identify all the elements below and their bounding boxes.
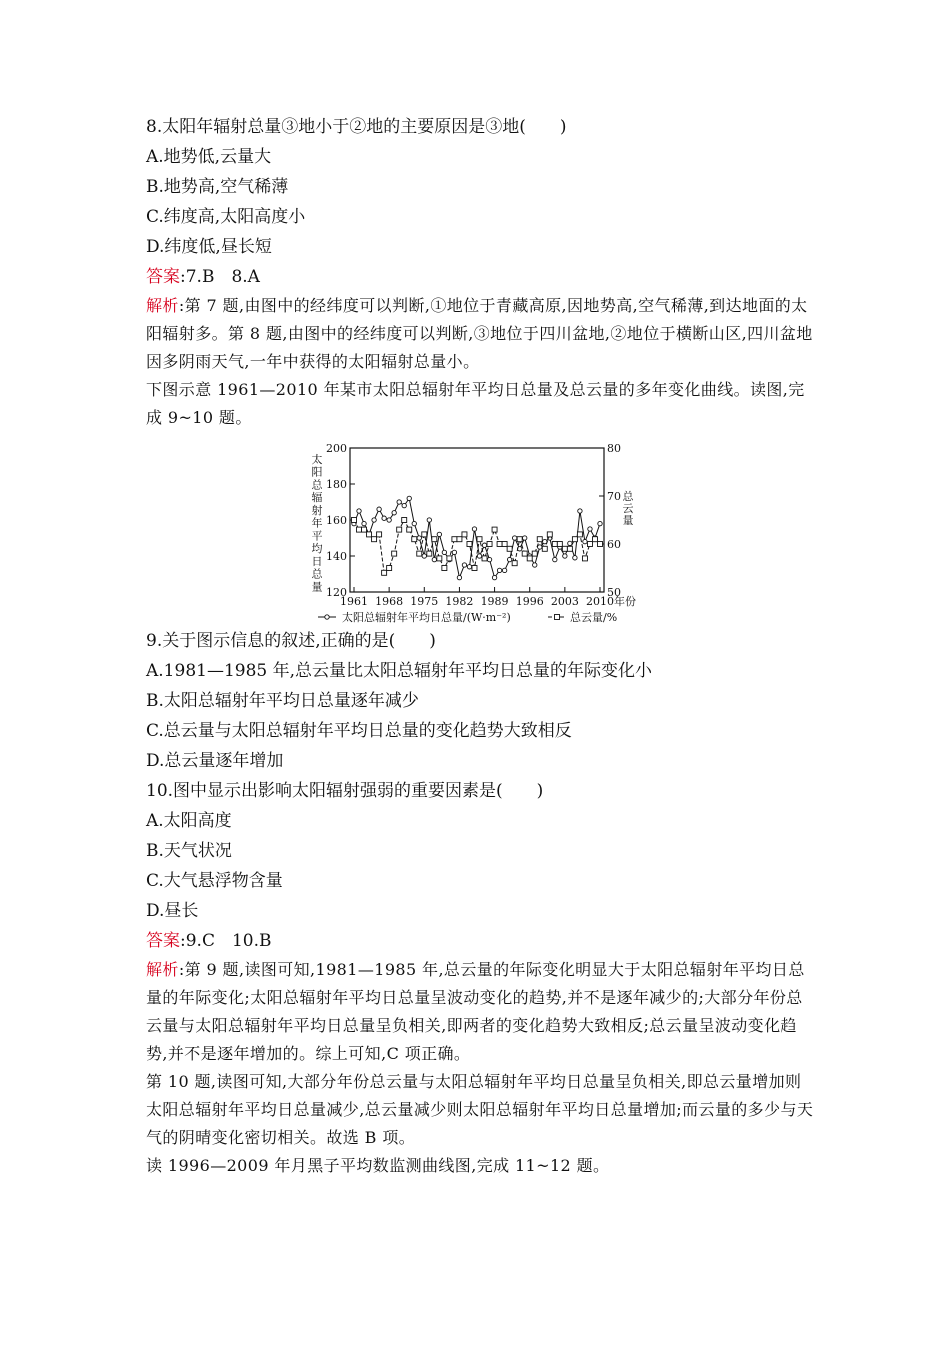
cloud-point — [437, 556, 442, 561]
question-9-option-c: C.总云量与太阳总辐射年平均日总量的变化趋势大致相反 — [146, 721, 572, 741]
radiation-point — [487, 557, 491, 561]
cloud-point — [442, 566, 447, 571]
radiation-point — [533, 563, 537, 567]
cloud-point — [582, 556, 587, 561]
legend-cloud-marker — [555, 615, 560, 620]
cloud-point — [422, 532, 427, 537]
analysis-label: 解析 — [146, 296, 179, 315]
cloud-point — [497, 542, 502, 547]
radiation-point — [512, 536, 516, 540]
cloud-point — [507, 546, 512, 551]
left-axis-label: 太阳总辐射年平均日总量 — [311, 453, 323, 594]
cloud-point — [447, 556, 452, 561]
radiation-point — [442, 550, 446, 554]
radiation-point — [412, 521, 416, 525]
right-tick-label: 70 — [607, 490, 621, 503]
cloud-point — [472, 566, 477, 571]
cloud-point — [352, 518, 357, 523]
x-tick-label: 1996 — [515, 595, 544, 608]
radiation-point — [492, 575, 496, 579]
cloud-point — [427, 551, 432, 556]
legend-cloud-label: 总云量/% — [570, 611, 618, 624]
cloud-point — [598, 542, 603, 547]
cloud-point — [367, 532, 372, 537]
radiation-point — [427, 518, 431, 522]
left-tick-label: 120 — [326, 586, 347, 599]
x-tick-label: 1975 — [410, 595, 439, 608]
cloud-point — [467, 542, 472, 547]
analysis-7-8 — [146, 292, 816, 376]
radiation-point — [437, 532, 441, 536]
cloud-point — [512, 561, 517, 566]
cloud-point — [562, 546, 567, 551]
cloud-point — [402, 518, 407, 523]
intro-9-10: 下图示意 1961—2010 年某市太阳总辐射年平均日总量及总云量的多年变化曲线。读图,完成 9~10 题。 — [146, 380, 805, 427]
radiation-point — [583, 539, 587, 543]
radiation-point — [563, 554, 567, 558]
analysis-label: 解析 — [146, 960, 179, 979]
cloud-point — [362, 527, 367, 532]
radiation-point — [462, 563, 466, 567]
cloud-point — [567, 546, 572, 551]
cloud-point — [377, 532, 382, 537]
x-tick-label: 1961 — [340, 595, 368, 608]
cloud-point — [477, 537, 482, 542]
radiation-point — [392, 511, 396, 515]
answer-7-8 — [146, 262, 816, 292]
radiation-point — [407, 496, 411, 500]
question-10-option-c: C.大气悬浮物含量 — [146, 871, 283, 891]
radiation-point — [573, 556, 577, 560]
radiation-point — [357, 509, 361, 513]
x-tick-label: 1968 — [375, 595, 404, 608]
question-9-stem: 9.关于图示信息的叙述,正确的是( ) — [146, 631, 436, 651]
radiation-point — [482, 543, 486, 547]
analysis-9-10 — [146, 956, 816, 1068]
answer-text: :9.C 10.B — [180, 931, 272, 951]
cloud-point — [382, 570, 387, 575]
cloud-point — [372, 537, 377, 542]
x-tick-label: 2003 — [550, 595, 579, 608]
cloud-point — [357, 527, 362, 532]
radiation-point — [402, 503, 406, 507]
question-9-option-a: A.1981—1985 年,总云量比太阳总辐射年平均日总量的年际变化小 — [146, 661, 653, 681]
cloud-point — [587, 542, 592, 547]
answer-label: 答案 — [146, 267, 180, 287]
cloud-point — [592, 537, 597, 542]
right-axis-label: 总云量 — [622, 490, 634, 527]
x-tick-label: 1982 — [445, 595, 474, 608]
question-8-option-a: A.地势低,云量大 — [146, 147, 272, 167]
cloud-point — [457, 537, 462, 542]
analysis-text: :第 7 题,由图中的经纬度可以判断,①地位于青藏高原,因地势高,空气稀薄,到达地面的太阳辐射多。第 8 题,由图中的经纬度可以判断,③地位于四川盆地,②地位于横断山区,四川盆地因多阴雨天气,一年中获得的太阳辐射总量小。 — [146, 296, 813, 371]
left-tick-label: 200 — [326, 442, 347, 455]
radiation-point — [432, 557, 436, 561]
radiation-point — [457, 575, 461, 579]
cloud-point — [542, 546, 547, 551]
cloud-point — [532, 551, 537, 556]
cloud-point — [547, 532, 552, 537]
cloud-point — [417, 551, 422, 556]
cloud-point — [522, 551, 527, 556]
question-10-stem: 10.图中显示出影响太阳辐射强弱的重要因素是( ) — [146, 781, 544, 801]
cloud-point — [527, 556, 532, 561]
analysis-10: 第 10 题,读图可知,大部分年份总云量与太阳总辐射年平均日总量呈负相关,即总云量增加则太阳总辐射年平均日总量减少,总云量减少则太阳总辐射年平均日总量增加;而云量的多少与天气的阴晴变化密切相关。故选 B 项。 — [146, 1072, 814, 1147]
radiation-point — [362, 521, 366, 525]
cloud-point — [387, 566, 392, 571]
radiation-point — [467, 565, 471, 569]
x-axis-label: 年份 — [614, 595, 636, 608]
cloud-point — [452, 537, 457, 542]
legend-radiation-label: 太阳总辐射年平均日总量/(W·m⁻²) — [342, 611, 511, 624]
cloud-point — [462, 532, 467, 537]
answer-text: :7.B 8.A — [180, 267, 260, 287]
question-10-option-a: A.太阳高度 — [146, 811, 232, 831]
cloud-point — [482, 556, 487, 561]
radiation-point — [382, 516, 386, 520]
question-10-option-b: B.天气状况 — [146, 841, 232, 861]
question-8-option-c: C.纬度高,太阳高度小 — [146, 207, 306, 227]
answer-label: 答案 — [146, 931, 180, 951]
radiation-point — [417, 536, 421, 540]
cloud-point — [537, 537, 542, 542]
cloud-point — [392, 551, 397, 556]
radiation-point — [422, 554, 426, 558]
cloud-point — [517, 537, 522, 542]
radiation-point — [598, 521, 602, 525]
radiation-point — [502, 568, 506, 572]
cloud-point — [502, 542, 507, 547]
intro-11-12: 读 1996—2009 年月黑子平均数监测曲线图,完成 11~12 题。 — [146, 1156, 610, 1175]
radiation-point — [538, 545, 542, 549]
radiation-point — [578, 509, 582, 513]
radiation-point — [553, 557, 557, 561]
cloud-point — [492, 527, 497, 532]
document-body — [146, 112, 816, 1180]
radiation-point — [397, 500, 401, 504]
question-8-option-d: D.纬度低,昼长短 — [146, 237, 272, 257]
x-tick-label: 2010 — [586, 595, 614, 608]
analysis-text: :第 9 题,读图可知,1981—1985 年,总云量的年际变化明显大于太阳总辐射年平均日总量的年际变化;太阳总辐射年平均日总量呈波动变化的趋势,并不是逐年减少的;大部分年份总云量与太阳总辐射年平均日总量呈负相关,即两者的变化趋势大致相反;总云量呈波动变化趋势,并不是逐年增加的。综上可知,C 项正确。 — [146, 960, 805, 1063]
cloud-point — [557, 542, 562, 547]
radiation-cloud-chart — [146, 436, 816, 626]
right-tick-label: 60 — [607, 538, 621, 551]
answer-9-10 — [146, 926, 816, 956]
right-tick-label: 50 — [607, 586, 621, 599]
chart-svg — [146, 436, 816, 626]
radiation-point — [588, 527, 592, 531]
cloud-point — [397, 527, 402, 532]
radiation-point — [477, 554, 481, 558]
cloud-point — [412, 537, 417, 542]
cloud-point — [572, 537, 577, 542]
question-9-option-d: D.总云量逐年增加 — [146, 751, 284, 771]
question-10-option-d: D.昼长 — [146, 901, 199, 921]
question-8-stem: 8.太阳年辐射总量③地小于②地的主要原因是③地( ) — [146, 117, 567, 137]
cloud-point — [552, 542, 557, 547]
radiation-point — [377, 507, 381, 511]
radiation-point — [452, 550, 456, 554]
left-tick-label: 140 — [326, 550, 347, 563]
legend-radiation-marker — [325, 615, 329, 619]
radiation-point — [372, 518, 376, 522]
radiation-point — [472, 527, 476, 531]
question-8-option-b: B.地势高,空气稀薄 — [146, 177, 289, 197]
radiation-point — [522, 536, 526, 540]
question-9-option-b: B.太阳总辐射年平均日总量逐年减少 — [146, 691, 419, 711]
cloud-point — [577, 532, 582, 537]
cloud-point — [487, 542, 492, 547]
radiation-point — [497, 568, 501, 572]
left-tick-label: 160 — [326, 514, 347, 527]
right-tick-label: 80 — [607, 442, 621, 455]
cloud-point — [407, 527, 412, 532]
x-tick-label: 1989 — [480, 595, 509, 608]
cloud-point — [432, 537, 437, 542]
radiation-point — [507, 557, 511, 561]
left-tick-label: 180 — [326, 478, 347, 491]
radiation-point — [387, 518, 391, 522]
